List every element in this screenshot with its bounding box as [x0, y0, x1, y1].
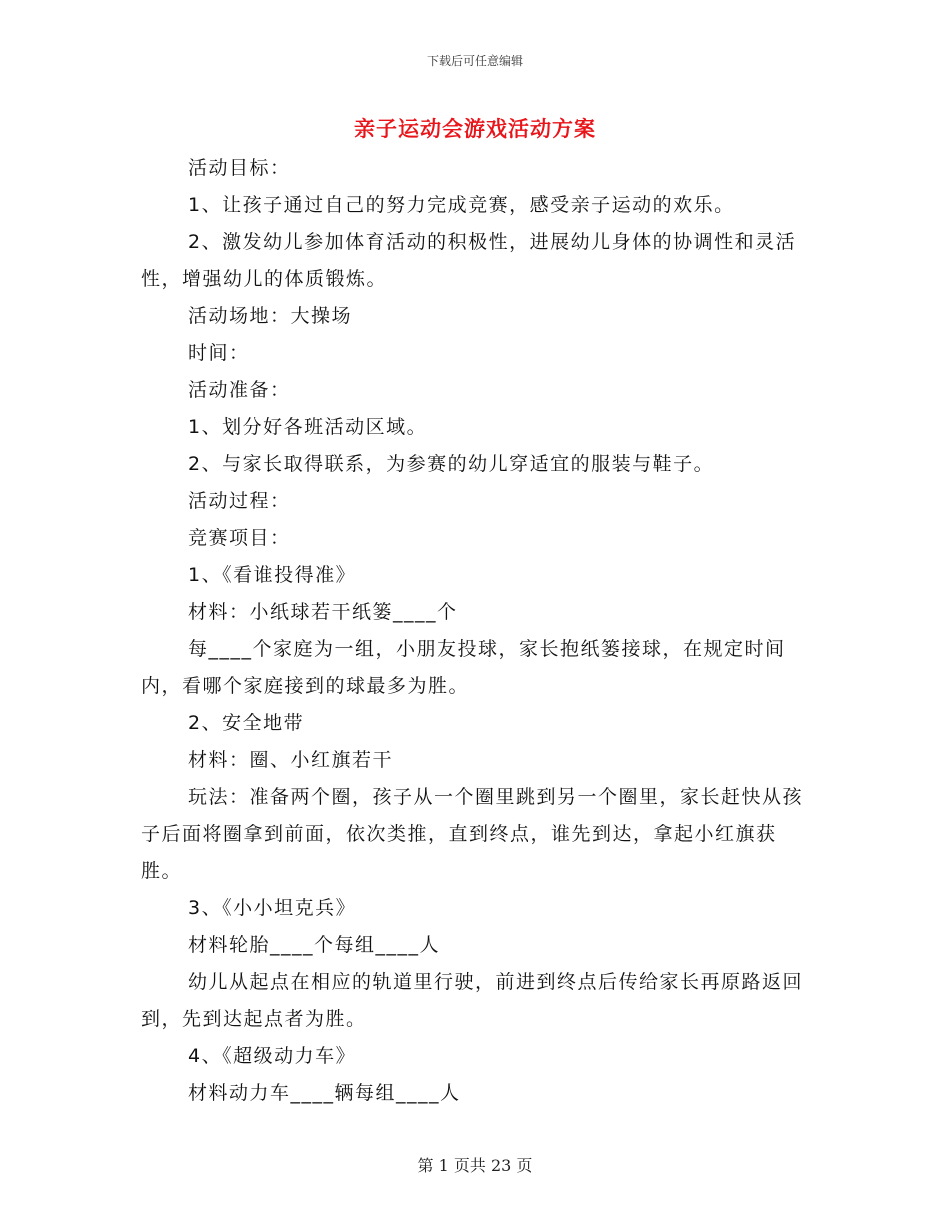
paragraph: 每____个家庭为一组，小朋友投球，家长抱纸篓接球，在规定时间内，看哪个家庭接到的球最多为胜。 — [141, 638, 786, 697]
paragraph: 1、划分好各班活动区域。 — [188, 416, 428, 438]
paragraph: 2、与家长取得联系，为参赛的幼儿穿适宜的服装与鞋子。 — [188, 453, 715, 475]
paragraph: 材料：小纸球若干纸篓____个 — [188, 601, 458, 623]
paragraph: 材料：圈、小红旗若干 — [188, 749, 394, 771]
paragraph: 时间： — [188, 342, 250, 364]
paragraph: 4、《超级动力车》 — [188, 1045, 357, 1067]
paragraph: 材料轮胎____个每组____人 — [188, 934, 441, 956]
page-footer: 第 1 页共 23 页 — [417, 1156, 533, 1175]
paragraph: 活动场地：大操场 — [188, 305, 353, 327]
page-header: 下载后可任意编辑 — [426, 54, 523, 68]
paragraph: 活动准备： — [188, 379, 291, 401]
document-body — [141, 150, 811, 1112]
paragraph: 玩法：准备两个圈，孩子从一个圈里跳到另一个圈里，家长赶快从孩子后面将圈拿到前面，依次类推，直到终点，谁先到达，拿起小红旗获胜。 — [141, 786, 804, 882]
paragraph: 3、《小小坦克兵》 — [188, 897, 357, 919]
paragraph: 活动过程： — [188, 490, 291, 512]
paragraph: 1、让孩子通过自己的努力完成竞赛，感受亲子运动的欢乐。 — [188, 194, 735, 216]
paragraph: 2、安全地带 — [188, 712, 305, 734]
paragraph: 幼儿从起点在相应的轨道里行驶，前进到终点后传给家长再原路返回到，先到达起点者为胜。 — [141, 971, 804, 1030]
paragraph: 材料动力车____辆每组____人 — [188, 1082, 461, 1104]
paragraph: 竞赛项目： — [188, 527, 291, 549]
document-title: 亲子运动会游戏活动方案 — [354, 117, 596, 141]
paragraph: 活动目标： — [188, 157, 291, 179]
paragraph: 1、《看谁投得准》 — [188, 564, 357, 586]
paragraph: 2、激发幼儿参加体育活动的积极性，进展幼儿身体的协调性和灵活性，增强幼儿的体质锻炼。 — [141, 231, 797, 290]
